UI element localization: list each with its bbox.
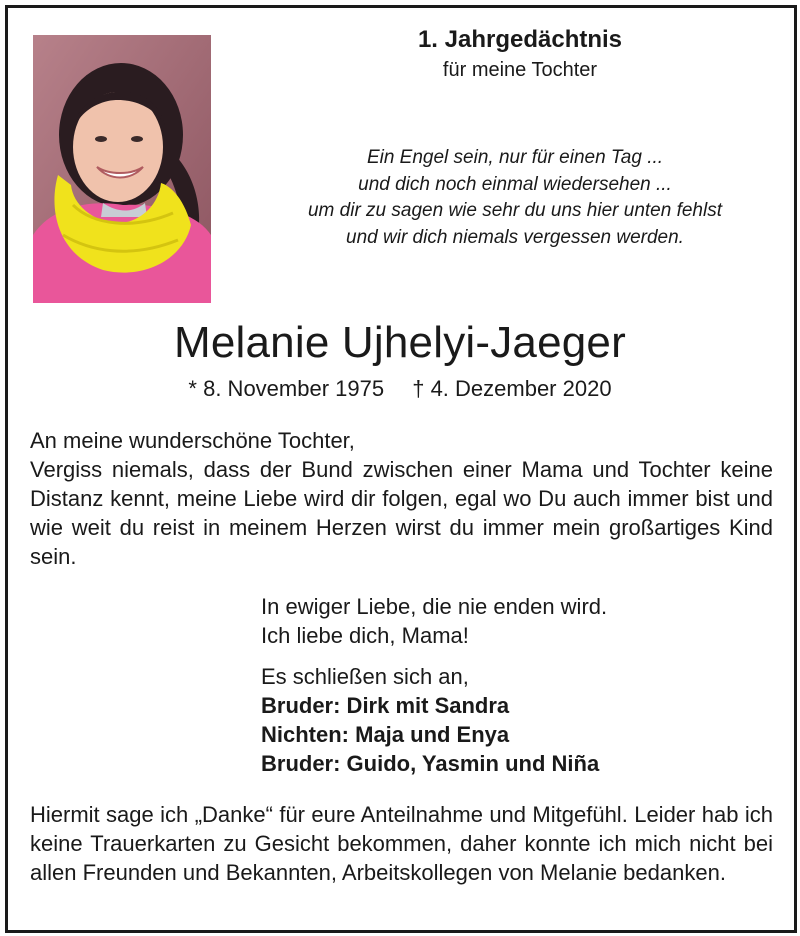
anniversary-subtitle: für meine Tochter: [442, 59, 598, 81]
poem-line: Ein Engel sein, nur für einen Tag ...: [366, 147, 664, 168]
mourner-line: Bruder: Guido, Yasmin und Niña: [261, 751, 600, 776]
anniversary-title: 1. Jahrgedächtnis: [417, 26, 623, 53]
life-dates: [0, 376, 800, 402]
closing-block: [261, 592, 761, 650]
portrait-photo: [33, 35, 211, 303]
poem-line: und wir dich niemals vergessen werden.: [346, 226, 684, 248]
closing-line: In ewiger Liebe, die nie enden wird.: [261, 594, 608, 619]
closing-line: Ich liebe dich, Mama!: [261, 623, 469, 648]
deceased-name: Melanie Ujhelyi-Jaeger: [174, 318, 626, 367]
mourners-block: [261, 662, 761, 778]
thanks-paragraph: Hiermit sage ich „Danke“ für eure Anteilnahme und Mitgefühl. Leider hab ich keine Trauerkarten zu Gesicht bekommen, daher konnte ich mich nicht bei allen Freunden und Bekannten, Arbeitskollegen von Melanie bedanken.: [30, 802, 773, 885]
mourner-line: Bruder: Dirk mit Sandra: [261, 693, 510, 718]
death-date: † 4. Dezember 2020: [412, 376, 612, 401]
poem: [280, 145, 750, 251]
mourners-intro: Es schließen sich an,: [261, 664, 469, 689]
mourner-line: Nichten: Maja und Enya: [261, 722, 510, 747]
greeting-line: An meine wunderschöne Tochter,: [30, 428, 355, 453]
message-paragraph: Vergiss niemals, dass der Bund zwischen einer Mama und Tochter keine Distanz kennt, meine Liebe wird dir folgen, egal wo Du auch immer bist und wie weit du reist in meinem Herzen wirst du immer mein großartiges Kind sein.: [30, 457, 773, 569]
birth-date: * 8. November 1975: [188, 376, 385, 401]
poem-line: um dir zu sagen wie sehr du uns hier unten fehlst: [307, 200, 722, 221]
poem-line: und dich noch einmal wiedersehen ...: [358, 173, 672, 195]
